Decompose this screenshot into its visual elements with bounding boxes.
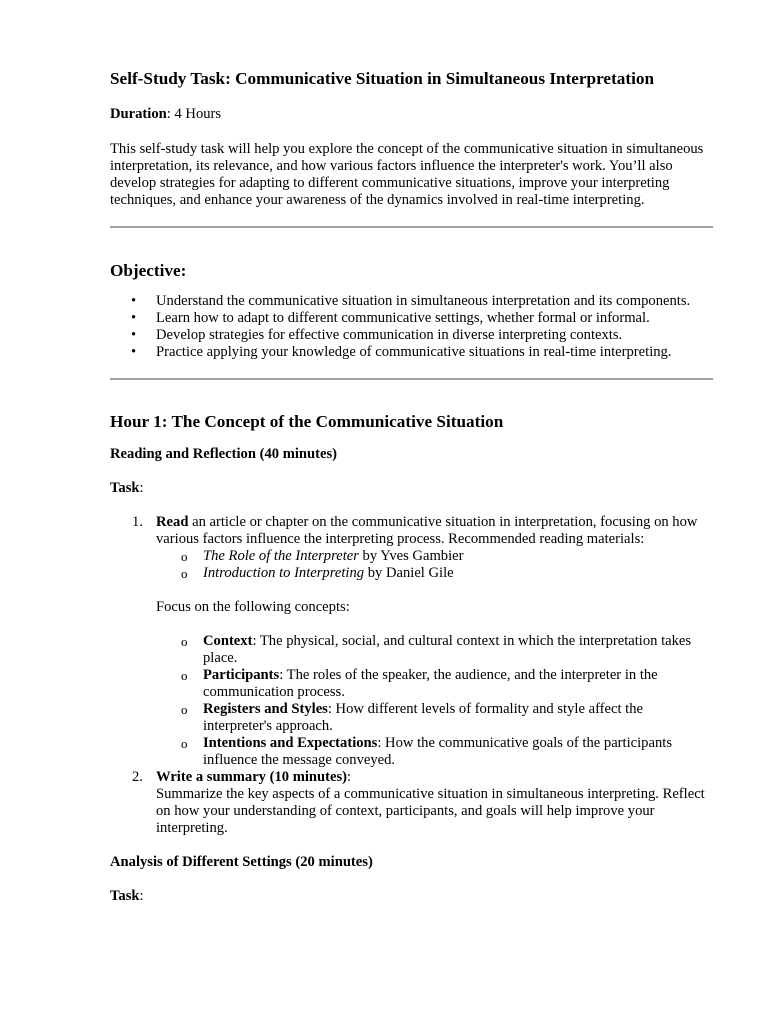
step-number: 2. bbox=[132, 769, 143, 785]
focus-intro: Focus on the following concepts: bbox=[156, 599, 350, 615]
step-summary-colon: : bbox=[347, 769, 352, 785]
list-item bbox=[156, 667, 714, 701]
sub-bullet-marker: o bbox=[181, 736, 188, 751]
task2-label-line bbox=[110, 888, 714, 905]
section-divider bbox=[110, 378, 713, 380]
concept-term: Registers and Styles bbox=[203, 701, 328, 717]
concept-desc: : The physical, social, and cultural context in which the interpretation takes place. bbox=[203, 633, 692, 666]
reading-author: by Daniel Gile bbox=[364, 565, 454, 581]
objective-list bbox=[110, 293, 714, 361]
concept-term: Participants bbox=[203, 667, 280, 683]
analysis-heading: Analysis of Different Settings (20 minutes) bbox=[110, 854, 373, 870]
task-label-line bbox=[110, 480, 714, 497]
concept-desc: : The roles of the speaker, the audience, and the interpreter in the communication process. bbox=[203, 667, 658, 700]
list-item bbox=[156, 565, 714, 582]
concept-desc: : How the communicative goals of the participants influence the message conveyed. bbox=[203, 735, 672, 768]
reading-title: The Role of the Interpreter bbox=[203, 548, 359, 564]
task-steps bbox=[110, 514, 714, 837]
step-summary bbox=[110, 769, 714, 837]
list-item bbox=[156, 633, 714, 667]
objective-heading: Objective: bbox=[110, 261, 187, 280]
sub-bullet-marker: o bbox=[181, 634, 188, 649]
step-read-text: an article or chapter on the communicative situation in interpretation, focusing on how various factors influence the interpreting process. Recommended reading materials: bbox=[156, 514, 698, 547]
list-item bbox=[156, 701, 714, 735]
document-body bbox=[110, 68, 714, 905]
duration-line bbox=[110, 106, 714, 123]
reading-author: by Yves Gambier bbox=[358, 548, 464, 564]
task-colon: : bbox=[139, 888, 144, 904]
step-summary-text: Summarize the key aspects of a communicative situation in simultaneous interpreting. Reflect on how your understanding of context, participants, and goals will help improve your interpreting. bbox=[156, 786, 705, 836]
section-divider bbox=[110, 226, 713, 228]
task-label: Task bbox=[110, 480, 140, 496]
concept-list bbox=[156, 633, 714, 769]
sub-bullet-marker: o bbox=[181, 702, 188, 717]
duration-label: Duration bbox=[110, 106, 167, 122]
list-item bbox=[156, 548, 714, 565]
reading-heading: Reading and Reflection (40 minutes) bbox=[110, 446, 338, 462]
step-number: 1. bbox=[132, 514, 143, 530]
concept-term: Intentions and Expectations bbox=[203, 735, 378, 751]
step-summary-label: Write a summary (10 minutes) bbox=[156, 769, 348, 785]
step-read-label: Read bbox=[156, 514, 189, 530]
sub-bullet-marker: o bbox=[181, 566, 188, 581]
list-item bbox=[156, 735, 714, 769]
page-title: Self-Study Task: Communicative Situation in Simultaneous Interpretation bbox=[110, 69, 655, 88]
list-item: • Practice applying your knowledge of communicative situations in real-time interpreting. bbox=[110, 344, 714, 361]
task-label: Task bbox=[110, 888, 140, 904]
duration-value: : 4 Hours bbox=[166, 106, 222, 122]
list-item: • Understand the communicative situation in simultaneous interpretation and its components. bbox=[110, 293, 714, 310]
reading-list bbox=[156, 548, 714, 582]
step-read bbox=[110, 514, 714, 769]
concept-desc: : How different levels of formality and style affect the interpreter's approach. bbox=[203, 701, 644, 734]
sub-bullet-marker: o bbox=[181, 668, 188, 683]
task-colon: : bbox=[139, 480, 144, 496]
sub-bullet-marker: o bbox=[181, 549, 188, 564]
list-item: • Learn how to adapt to different communicative settings, whether formal or informal. bbox=[110, 310, 714, 327]
concept-term: Context bbox=[203, 633, 253, 649]
reading-title: Introduction to Interpreting bbox=[203, 565, 365, 581]
hour1-heading: Hour 1: The Concept of the Communicative Situation bbox=[110, 412, 504, 431]
intro-paragraph: This self-study task will help you explore the concept of the communicative situation in simultaneous interpretation, its relevance, and how various factors influence the interpreter's work. You’ll also develop strategies for adapting to different communicative situations, improve your interpreting techniques, and enhance your awareness of the dynamics involved in real-time interpreting. bbox=[110, 141, 704, 208]
list-item: • Develop strategies for effective communication in diverse interpreting contexts. bbox=[110, 327, 714, 344]
